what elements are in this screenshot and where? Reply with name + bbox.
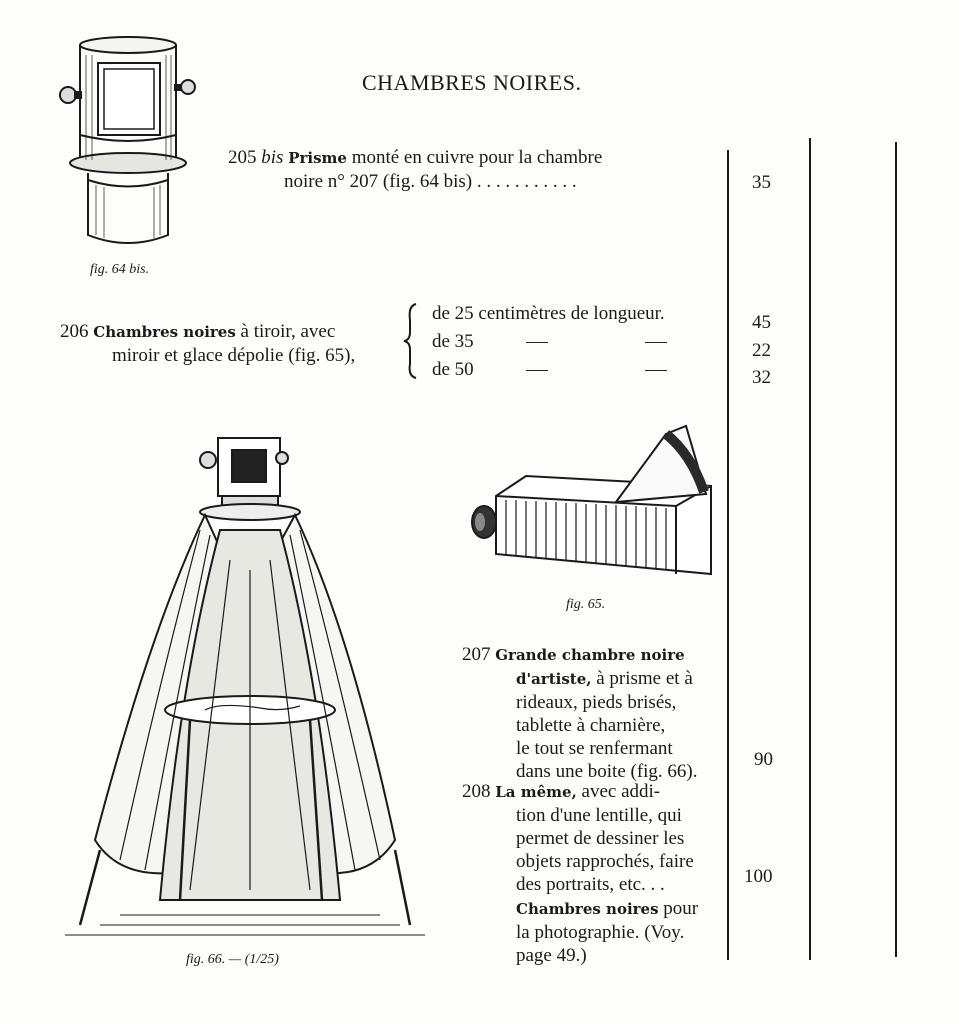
size-label: de 50 [432, 359, 474, 380]
entry-206 [60, 320, 400, 367]
size-option-25: de 25 centimètres de longueur. [432, 303, 665, 324]
caption-fig-65: fig. 65. [566, 597, 606, 612]
entry-text: miroir et glace dépolie (fig. 65), [112, 345, 356, 366]
price-206-35: 22 [752, 340, 771, 361]
page-title: CHAMBRES NOIRES. [362, 70, 582, 95]
ditto-dash [645, 342, 667, 343]
middle-column-rule [809, 138, 811, 960]
entry-number: 208 [462, 781, 491, 802]
entry-name: Chambres noires [93, 323, 236, 341]
entry-text: dans une boite (fig. 66). [516, 761, 698, 782]
bis-label: bis [261, 147, 284, 168]
entry-text: noire n° 207 (fig. 64 bis) . . . . . . . . . . . [284, 171, 577, 192]
entry-205 [228, 146, 723, 193]
price-206-50: 32 [752, 367, 771, 388]
entry-text: objets rapprochés, faire [516, 851, 694, 872]
entry-text: avec addi- [581, 781, 661, 802]
entry-207 [462, 643, 724, 783]
entry-208 [462, 780, 724, 896]
entry-name: Prisme [288, 149, 347, 167]
entry-name: Chambres noires [516, 900, 659, 918]
price-206-25: 45 [752, 312, 771, 333]
entry-text: le tout se renfermant [516, 738, 673, 759]
prism-cylinder-illustration [58, 35, 198, 250]
price-207: 90 [754, 749, 773, 770]
entry-name: La même, [495, 783, 577, 801]
price-208: 100 [744, 866, 773, 887]
entry-text: page 49.) [516, 945, 587, 966]
entry-name: d'artiste, [516, 670, 592, 688]
entry-text: des portraits, etc. . . [516, 874, 665, 895]
caption-fig-66: fig. 66. — (1/25) [186, 952, 279, 967]
entry-name: Grande chambre noire [495, 646, 685, 664]
price-column-rule [727, 150, 729, 960]
entry-text: monté en cuivre pour la chambre [351, 147, 603, 168]
ditto-dash [526, 370, 548, 371]
entry-text: pour [663, 898, 699, 919]
entry-text: à tiroir, avec [240, 321, 336, 342]
right-column-rule [895, 142, 897, 957]
tent-camera-illustration [60, 420, 430, 940]
entry-text: rideaux, pieds brisés, [516, 692, 677, 713]
size-option-35 [432, 330, 667, 353]
ditto-dash [645, 370, 667, 371]
photography-note [516, 897, 726, 967]
brace-icon [402, 302, 422, 380]
entry-number: 207 [462, 644, 491, 665]
entry-text: tablette à charnière, [516, 715, 666, 736]
size-option-50 [432, 358, 667, 381]
entry-text: tion d'une lentille, qui [516, 805, 682, 826]
ditto-dash [526, 342, 548, 343]
camera-box-illustration [466, 424, 716, 584]
price-205: 35 [752, 172, 771, 193]
entry-number: 205 [228, 147, 257, 168]
entry-text: la photographie. (Voy. [516, 922, 685, 943]
entry-text: à prisme et à [596, 668, 693, 689]
entry-text: permet de dessiner les [516, 828, 685, 849]
size-label: de 35 [432, 331, 474, 352]
caption-fig-64: fig. 64 bis. [90, 262, 150, 277]
entry-number: 206 [60, 321, 89, 342]
